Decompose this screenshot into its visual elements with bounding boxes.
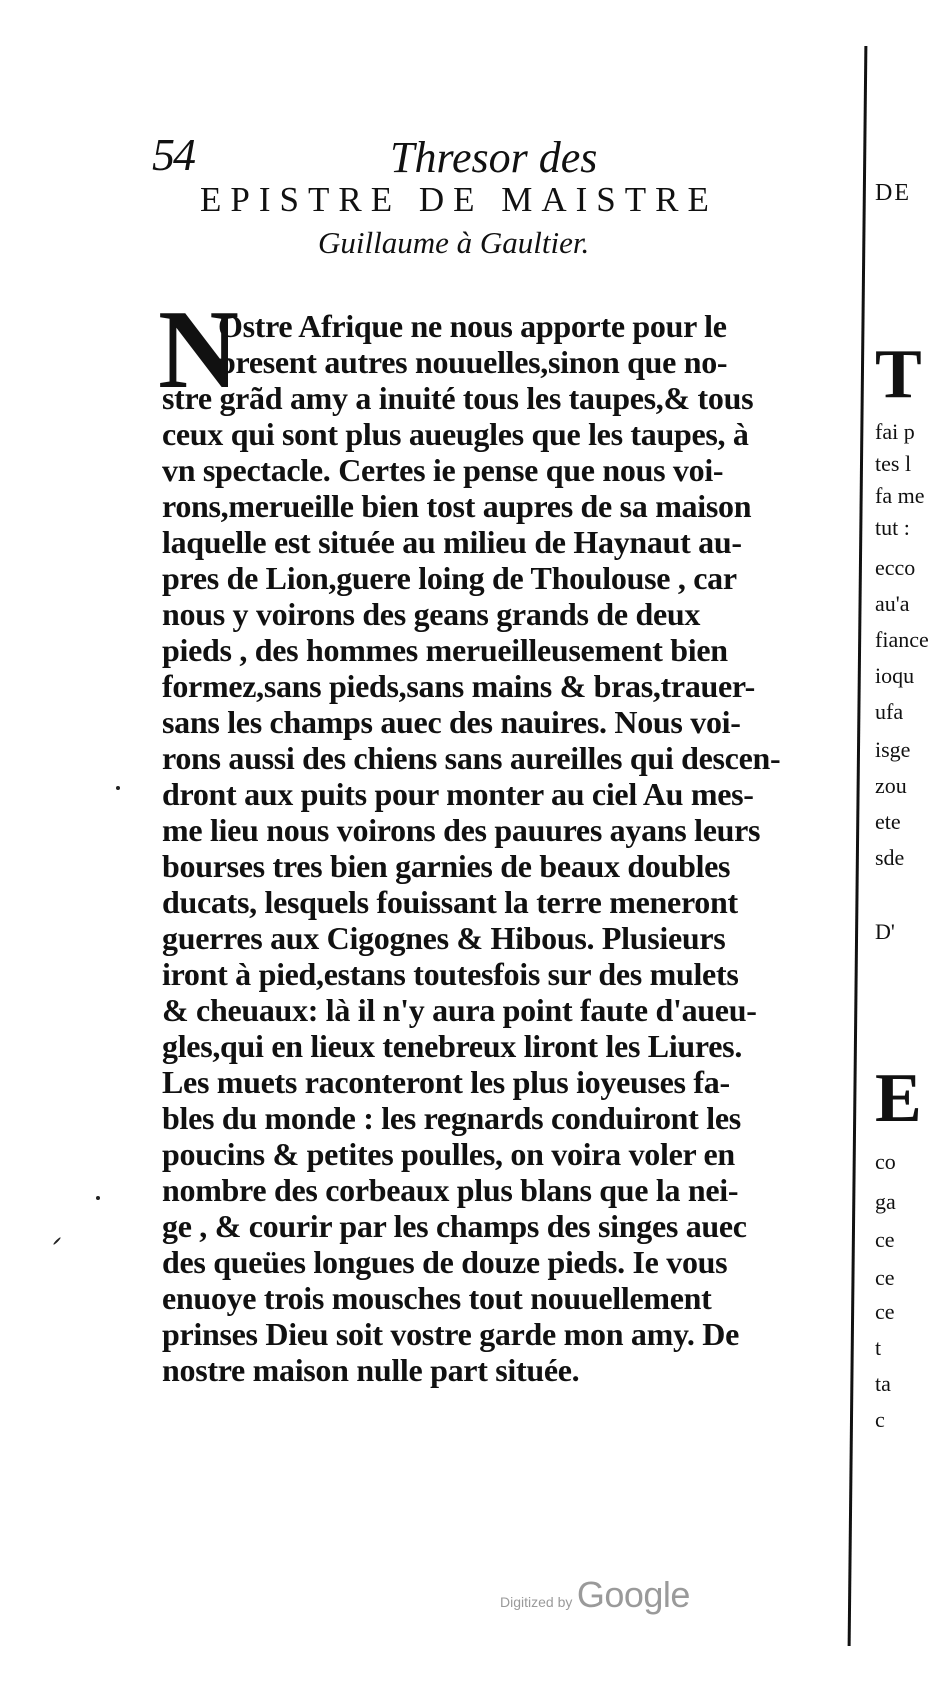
facing-line-fragment: fiance (875, 627, 929, 652)
facing-small-fragment: D' (875, 919, 895, 944)
ink-speck (53, 1237, 61, 1245)
facing-line-fragment: ce (875, 1299, 895, 1324)
text-line: Ostre Afrique ne nous apporte pour le (218, 308, 727, 344)
text-line: ceux qui sont plus aueugles que les taupes, à (162, 416, 749, 452)
text-line: nous y voirons des geans grands de deux (162, 596, 701, 632)
ink-speck (116, 786, 120, 790)
running-head: Thresor des (390, 133, 598, 182)
facing-line-fragment: t (875, 1335, 882, 1360)
facing-line-fragment: ga (875, 1189, 896, 1214)
text-line: sans les champs auec des nauires. Nous voi- (162, 704, 741, 740)
ink-speck (96, 1196, 100, 1200)
text-line: bourses tres bien garnies de beaux doubles (162, 848, 731, 884)
text-line: ducats, lesquels fouissant la terre meneront (162, 884, 738, 920)
facing-page-edge (875, 0, 929, 1686)
facing-line-fragment: au'a (875, 591, 910, 616)
text-line: present autres nouuelles,sinon que no- (218, 344, 728, 380)
text-line: iront à pied,estans toutesfois sur des mulets (162, 956, 739, 992)
text-line: guerres aux Cigognes & Hibous. Plusieurs (162, 920, 726, 956)
facing-big-letter: T (875, 336, 922, 413)
text-line: formez,sans pieds,sans mains & bras,trauer- (162, 668, 756, 704)
text-line: rons,merueille bien tost aupres de sa maison (162, 488, 752, 524)
page-number: 54 (152, 129, 194, 180)
text-line: prinses Dieu soit vostre garde mon amy. De (162, 1316, 739, 1352)
facing-header-fragment: DE (875, 180, 911, 206)
facing-line-fragment: ce (875, 1265, 895, 1290)
text-line: laquelle est située au milieu de Haynaut au- (162, 524, 742, 560)
facing-line-fragment: ce (875, 1227, 895, 1252)
text-line: & cheuaux: là il n'y aura point faute d'aueu- (162, 992, 757, 1028)
text-line: pres de Lion,guere loing de Thoulouse , car (162, 560, 737, 596)
facing-line-fragment: isge (875, 737, 911, 762)
facing-line-fragment: tes l (875, 451, 912, 476)
facing-line-fragment: ioqu (875, 663, 915, 688)
digitized-watermark (500, 1574, 690, 1616)
facing-line-fragment: c (875, 1407, 885, 1432)
text-line: nostre maison nulle part située. (162, 1352, 580, 1388)
text-line: nombre des corbeaux plus blans que la nei- (162, 1172, 739, 1208)
facing-line-fragment: ta (875, 1371, 891, 1396)
facing-line-fragment: fa me (875, 483, 925, 508)
watermark-prefix: Digitized by (500, 1594, 573, 1610)
facing-line-fragment: tut : (875, 515, 910, 540)
facing-line-fragment: fai p (875, 419, 915, 444)
facing-line-fragment: ete (875, 809, 901, 834)
text-line: Les muets raconteront les plus ioyeuses fa- (162, 1064, 730, 1100)
drop-cap: N (158, 288, 239, 412)
text-line: rons aussi des chiens sans aureilles qui descen- (162, 740, 781, 776)
text-line: poucins & petites poulles, on voira voler en (162, 1136, 735, 1172)
text-line: stre grãd amy a inuité tous les taupes,& tous (162, 380, 754, 416)
facing-line-fragment: ecco (875, 555, 916, 580)
chapter-title: EPISTRE DE MAISTRE (200, 180, 718, 219)
facing-line-fragment: zou (875, 773, 907, 798)
text-line: des queües longues de douze pieds. Ie vous (162, 1244, 728, 1280)
text-line: me lieu nous voirons des pauures ayans leurs (162, 812, 761, 848)
text-line: enuoye trois mousches tout nouuellement (162, 1280, 712, 1316)
facing-line-fragment: sde (875, 845, 905, 870)
text-line: vn spectacle. Certes ie pense que nous voi- (162, 452, 724, 488)
facing-line-fragment: co (875, 1149, 896, 1174)
facing-big-letter: E (875, 1060, 922, 1137)
text-line: gles,qui en lieux tenebreux liront les Liures. (162, 1028, 743, 1064)
text-line: ge , & courir par les champs des singes auec (162, 1208, 747, 1244)
text-line: dront aux puits pour monter au ciel Au mes- (162, 776, 754, 812)
text-line: bles du monde : les regnards conduiront les (162, 1100, 741, 1136)
facing-line-fragment: ufa (875, 699, 904, 724)
page-divider (848, 46, 868, 1646)
watermark-brand: Google (576, 1574, 690, 1615)
text-line: pieds , des hommes merueilleusement bien (162, 632, 728, 668)
chapter-subtitle: Guillaume à Gaultier. (318, 225, 590, 260)
